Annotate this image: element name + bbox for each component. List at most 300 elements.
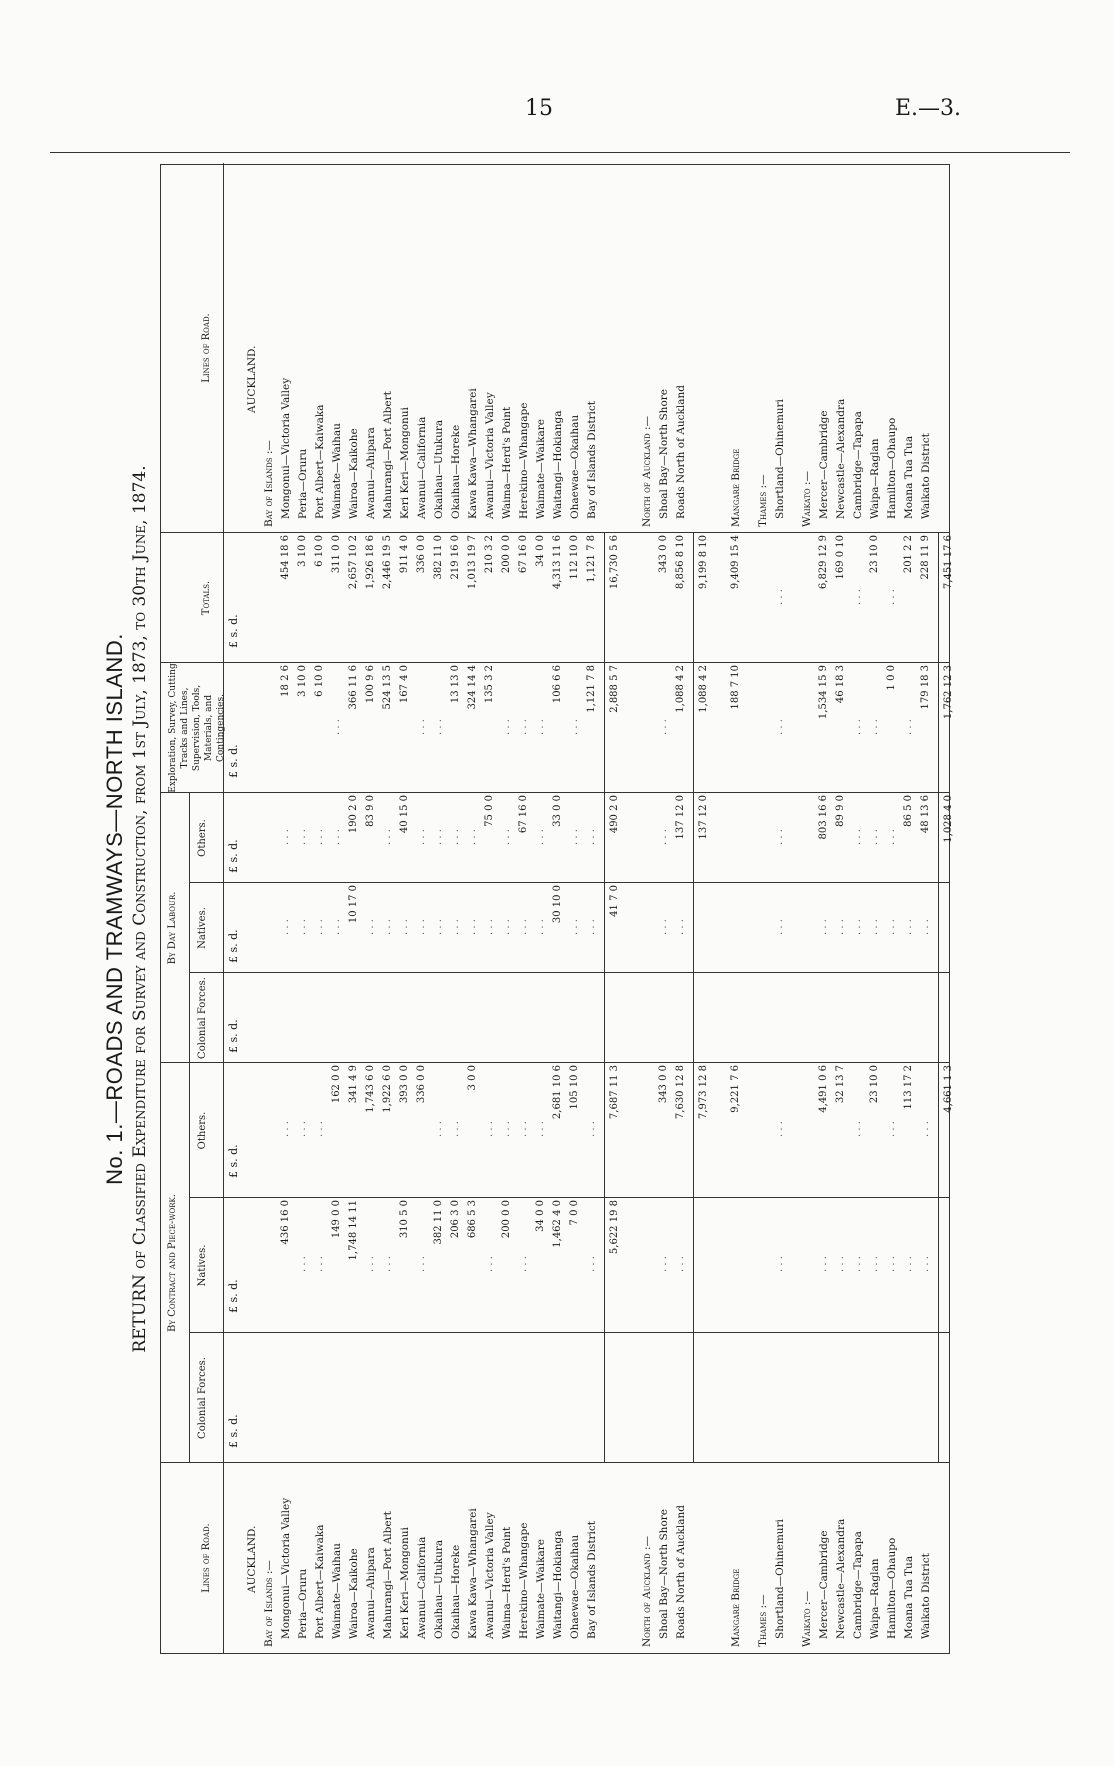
road-name-right: Waimate—Waikare [535,418,547,519]
amount-cell: 436 16 0 [280,1200,291,1245]
amount-cell: 6 10 0 [314,665,325,697]
amount-cell: 18 2 6 [280,665,291,697]
empty-dots: . . . [382,1256,393,1272]
amount-cell: 179 18 3 [920,665,931,710]
empty-dots: . . . [484,1256,495,1272]
road-name-left: Kawa Kawa—Whangarei [467,1508,479,1639]
empty-dots: . . . [331,719,342,735]
amount-cell: 10 17 0 [348,885,359,924]
empty-dots: . . . [774,1121,785,1137]
empty-dots: . . . [280,1121,291,1137]
amount-cell: 89 9 0 [835,795,846,827]
header-rule [223,163,224,1653]
road-name-left: Awanui—California [416,1536,428,1639]
empty-dots: . . . [297,919,308,935]
header-by-contract: By Contract and Piece-work. [167,1194,178,1332]
amount-cell: 200 0 0 [501,535,512,574]
road-name-right: Keri Keri—Mongonui [399,407,411,519]
road-name-left: Okaihau—Utukura [433,1539,445,1639]
road-name-right: Peria—Oruru [297,448,309,519]
empty-dots: . . . [433,719,444,735]
amount-cell: 167 4 0 [399,665,410,704]
amount-cell: 34 0 0 [535,535,546,567]
empty-dots: . . . [903,719,914,735]
amount-cell: 83 9 0 [365,795,376,827]
amount-cell: 67 16 0 [518,535,529,574]
group-heading-left: Bay of Islands :— [263,1560,275,1647]
amount-cell: 46 18 3 [835,665,846,704]
column-divider [189,1197,949,1198]
road-name-left: Herekino—Whangape [518,1522,530,1639]
amount-cell: 343 0 0 [658,535,669,574]
empty-dots: . . . [903,1256,914,1272]
table-title: No. 1.—ROADS AND TRAMWAYS—NORTH ISLAND. [102,633,127,1185]
amount-cell: 162 0 0 [331,1065,342,1104]
column-divider [189,882,949,883]
column-divider [161,1462,949,1463]
amount-cell: 30 10 0 [552,885,563,924]
column-divider [161,792,949,793]
empty-dots: . . . [852,1256,863,1272]
empty-dots: . . . [886,919,897,935]
table-subtitle: RETURN of Classified Expenditure for Survey and Construction, from 1st July, 1873, to 30th June, 1874. [130,465,150,1353]
amount-cell: 7,687 11 3 [609,1065,620,1120]
empty-dots: . . . [433,829,444,845]
empty-dots: . . . [416,829,427,845]
empty-dots: . . . [535,919,546,935]
empty-dots: . . . [774,719,785,735]
amount-cell: 210 3 2 [484,535,495,574]
empty-dots: . . . [314,829,325,845]
road-name-left: Waimate—Waikare [535,1538,547,1639]
amount-cell: 1,028 4 0 [943,795,954,843]
document-reference: E.—3. [895,96,962,121]
empty-dots: . . . [331,919,342,935]
empty-dots: . . . [658,919,669,935]
amount-cell: 1,088 4 2 [675,665,686,713]
section-heading-right: AUCKLAND. [246,345,258,413]
road-name-right: Roads North of Auckland [675,384,687,519]
road-name-right: Awanui—Victoria Valley [484,392,496,519]
amount-cell: 201 2 2 [903,535,914,574]
empty-dots: . . . [886,829,897,845]
amount-cell: 190 2 0 [348,795,359,834]
empty-dots: . . . [774,1256,785,1272]
empty-dots: . . . [280,829,291,845]
group-heading-left: Mangare Bridge [730,1568,742,1647]
empty-dots: . . . [314,1121,325,1137]
empty-dots: . . . [416,1256,427,1272]
group-heading-right: North of Auckland :— [641,415,653,527]
subtotal-rule [693,533,694,1463]
header-totals: Totals. [201,580,212,616]
empty-dots: . . . [501,719,512,735]
empty-dots: . . . [774,829,785,845]
amount-cell: 135 3 2 [484,665,495,704]
group-heading-left: North of Auckland :— [641,1535,653,1647]
road-name-right: Hamilton—Ohaupo [886,417,898,519]
road-name-right: Kawa Kawa—Whangarei [467,388,479,519]
road-name-left: Newcastle—Alexandra [835,1518,847,1639]
amount-cell: 6 10 0 [314,535,325,567]
empty-dots: . . . [886,1121,897,1137]
road-name-left: Mahurangi—Port Albert [382,1511,394,1639]
unit-label: £ s. d. [227,1414,240,1448]
amount-cell: 33 0 0 [552,795,563,827]
road-name-right: Shortland—Ohinemuri [774,399,786,519]
empty-dots: . . . [416,919,427,935]
road-name-left: Waitangi—Hokianga [552,1530,564,1639]
empty-dots: . . . [433,919,444,935]
empty-dots: . . . [535,829,546,845]
amount-cell: 113 17 2 [903,1065,914,1110]
road-name-right: Moana Tua Tua [903,435,915,519]
road-name-left: Mercer—Cambridge [818,1530,830,1639]
empty-dots: . . . [852,919,863,935]
amount-cell: 1,534 15 9 [818,665,829,720]
empty-dots: . . . [450,1121,461,1137]
empty-dots: . . . [886,1256,897,1272]
empty-dots: . . . [365,1256,376,1272]
unit-label: £ s. d. [227,614,240,648]
road-name-right: Newcastle—Alexandra [835,398,847,519]
amount-cell: 13 13 0 [450,665,461,704]
group-heading-right: Thames :— [757,474,769,527]
empty-dots: . . . [331,829,342,845]
amount-cell: 188 7 10 [730,665,741,710]
empty-dots: . . . [518,1256,529,1272]
amount-cell: 219 16 0 [450,535,461,580]
unit-label: £ s. d. [227,1144,240,1178]
amount-cell: 3 10 0 [297,665,308,697]
empty-dots: . . . [869,829,880,845]
road-name-right: Awanui—California [416,416,428,519]
header-contract-others: Others. [197,1111,208,1150]
header-rule [50,152,1070,153]
road-name-left: Roads North of Auckland [675,1504,687,1639]
column-divider [161,532,949,533]
empty-dots: . . . [920,1121,931,1137]
road-name-right: Waikato District [920,433,932,519]
empty-dots: . . . [586,919,597,935]
amount-cell: 169 0 10 [835,535,846,580]
amount-cell: 206 3 0 [450,1200,461,1239]
amount-cell: 382 11 0 [433,1200,444,1245]
unit-label: £ s. d. [227,929,240,963]
amount-cell: 343 0 0 [658,1065,669,1104]
road-name-left: Hamilton—Ohaupo [886,1537,898,1639]
amount-cell: 341 4 9 [348,1065,359,1104]
empty-dots: . . . [903,919,914,935]
column-divider [189,1332,949,1333]
amount-cell: 311 0 0 [331,535,342,574]
road-name-right: Waitangi—Hokianga [552,410,564,519]
amount-cell: 2,657 10 2 [348,535,359,590]
section-heading-left: AUCKLAND. [246,1525,258,1593]
header-day-others: Others. [197,819,208,857]
amount-cell: 1,748 14 11 [348,1200,359,1261]
road-name-right: Waima—Herd's Point [501,406,513,519]
amount-cell: 911 4 0 [399,535,410,574]
header-contract-colonial: Colonial Forces. [197,1357,208,1439]
amount-cell: 686 5 3 [467,1200,478,1239]
road-name-left: Ohaewae—Okaihau [569,1534,581,1639]
amount-cell: 336 0 0 [416,1065,427,1104]
amount-cell: 4,491 0 6 [818,1065,829,1113]
road-name-right: Shoal Bay—North Shore [658,389,670,519]
empty-dots: . . . [869,919,880,935]
empty-dots: . . . [569,829,580,845]
rotated-table-frame [102,164,1002,1654]
road-name-left: Okaihau—Horeke [450,1544,462,1639]
amount-cell: 7 0 0 [569,1200,580,1226]
road-name-left: Waipa—Raglan [869,1558,881,1639]
road-name-right: Bay of Islands District [586,400,598,519]
header-lines-of-road-right: Lines of Road. [201,313,212,383]
header-exploration: Exploration, Survey, Cutting Tracks and Lines, Supervision, Tools, Materials, and Contingencies. [168,663,226,793]
header-day-colonial: Colonial Forces. [197,977,208,1059]
group-heading-left: Waikato :— [801,1590,813,1647]
empty-dots: . . . [501,1121,512,1137]
empty-dots: . . . [774,589,785,605]
road-name-left: Waikato District [920,1553,932,1639]
header-by-day: By Day Labour. [167,891,178,965]
empty-dots: . . . [569,719,580,735]
empty-dots: . . . [365,919,376,935]
amount-cell: 228 11 9 [920,535,931,580]
empty-dots: . . . [518,719,529,735]
amount-cell: 1,121 7 8 [586,535,597,583]
amount-cell: 106 6 6 [552,665,563,704]
road-name-left: Bay of Islands District [586,1520,598,1639]
group-heading-right: Bay of Islands :— [263,440,275,527]
empty-dots: . . . [501,919,512,935]
road-name-right: Herekino—Whangape [518,402,530,519]
amount-cell: 393 0 0 [399,1065,410,1104]
empty-dots: . . . [835,1256,846,1272]
amount-cell: 4,661 1 3 [943,1065,954,1113]
empty-dots: . . . [658,1256,669,1272]
empty-dots: . . . [297,1121,308,1137]
amount-cell: 7,451 17 6 [943,535,954,590]
empty-dots: . . . [852,589,863,605]
amount-cell: 1,743 6 0 [365,1065,376,1113]
road-name-right: Okaihau—Horeke [450,424,462,519]
empty-dots: . . . [535,719,546,735]
amount-cell: 803 16 6 [818,795,829,840]
road-name-left: Shoal Bay—North Shore [658,1509,670,1639]
road-name-right: Awanui—Ahipara [365,427,377,519]
empty-dots: . . . [852,719,863,735]
empty-dots: . . . [433,1121,444,1137]
amount-cell: 7,630 12 8 [675,1065,686,1120]
header-contract-natives: Natives. [197,1244,208,1287]
road-name-left: Moana Tua Tua [903,1555,915,1639]
empty-dots: . . . [467,919,478,935]
amount-cell: 524 13 5 [382,665,393,710]
empty-dots: . . . [586,829,597,845]
empty-dots: . . . [569,919,580,935]
empty-dots: . . . [416,719,427,735]
amount-cell: 6,829 12 9 [818,535,829,590]
empty-dots: . . . [852,829,863,845]
road-name-left: Wairoa—Kaikohe [348,1548,360,1639]
amount-cell: 9,409 15 4 [730,535,741,590]
empty-dots: . . . [835,919,846,935]
unit-label: £ s. d. [227,839,240,873]
road-name-left: Peria—Oruru [297,1568,309,1639]
amount-cell: 1,922 6 0 [382,1065,393,1113]
empty-dots: . . . [920,1256,931,1272]
expenditure-table [160,164,954,1654]
page-number: 15 [525,96,553,121]
road-name-right: Mercer—Cambridge [818,410,830,519]
amount-cell: 7,973 12 8 [698,1065,709,1120]
amount-cell: 1,013 19 7 [467,535,478,590]
amount-cell: 23 10 0 [869,535,880,574]
amount-cell: 32 13 7 [835,1065,846,1104]
amount-cell: 100 9 6 [365,665,376,704]
header-lines-of-road-left: Lines of Road. [201,1523,212,1593]
amount-cell: 9,199 8 10 [698,535,709,590]
empty-dots: . . . [586,1121,597,1137]
road-name-right: Mahurangi—Port Albert [382,391,394,519]
road-name-right: Okaihau—Utukura [433,419,445,519]
amount-cell: 454 18 6 [280,535,291,580]
column-divider [161,1062,949,1063]
amount-cell: 16,730 5 6 [609,535,620,590]
amount-cell: 4,313 11 6 [552,535,563,590]
amount-cell: 1 0 0 [886,665,897,691]
amount-cell: 67 16 0 [518,795,529,834]
amount-cell: 149 0 0 [331,1200,342,1239]
road-name-right: Waimate—Waihau [331,423,343,519]
amount-cell: 40 15 0 [399,795,410,834]
amount-cell: 200 0 0 [501,1200,512,1239]
amount-cell: 324 14 4 [467,665,478,710]
road-name-left: Awanui—Victoria Valley [484,1512,496,1639]
column-divider [161,662,949,663]
amount-cell: 41 7 0 [609,885,620,917]
empty-dots: . . . [586,1256,597,1272]
amount-cell: 382 11 0 [433,535,444,580]
empty-dots: . . . [675,1256,686,1272]
road-name-right: Ohaewae—Okaihau [569,414,581,519]
empty-dots: . . . [535,1121,546,1137]
amount-cell: 137 12 0 [698,795,709,840]
empty-dots: . . . [920,919,931,935]
road-name-left: Keri Keri—Mongonui [399,1527,411,1639]
empty-dots: . . . [450,829,461,845]
amount-cell: 310 5 0 [399,1200,410,1239]
unit-label: £ s. d. [227,744,240,778]
empty-dots: . . . [501,829,512,845]
empty-dots: . . . [658,829,669,845]
road-name-right: Waipa—Raglan [869,438,881,519]
empty-dots: . . . [886,589,897,605]
amount-cell: 3 0 0 [467,1065,478,1091]
group-heading-right: Waikato :— [801,470,813,527]
empty-dots: . . . [484,919,495,935]
empty-dots: . . . [774,919,785,935]
road-name-right: Mongonui—Victoria Valley [280,377,292,519]
empty-dots: . . . [314,1256,325,1272]
subtotal-rule [938,533,939,1463]
empty-dots: . . . [818,1256,829,1272]
header-day-natives: Natives. [197,907,208,949]
amount-cell: 1,088 4 2 [698,665,709,713]
group-heading-left: Thames :— [757,1594,769,1647]
unit-label: £ s. d. [227,1019,240,1053]
amount-cell: 1,462 4 0 [552,1200,563,1248]
amount-cell: 366 11 6 [348,665,359,710]
empty-dots: . . . [399,919,410,935]
road-name-left: Waimate—Waihau [331,1543,343,1639]
amount-cell: 1,762 12 3 [943,665,954,720]
empty-dots: . . . [382,829,393,845]
road-name-left: Awanui—Ahipara [365,1547,377,1639]
road-name-left: Cambridge—Tapapa [852,1531,864,1639]
road-name-left: Port Albert—Kaiwaka [314,1524,326,1639]
amount-cell: 48 13 6 [920,795,931,834]
empty-dots: . . . [675,919,686,935]
empty-dots: . . . [852,1121,863,1137]
amount-cell: 5,622 19 8 [609,1200,620,1255]
amount-cell: 75 0 0 [484,795,495,827]
amount-cell: 2,681 10 6 [552,1065,563,1120]
empty-dots: . . . [314,919,325,935]
road-name-left: Mongonui—Victoria Valley [280,1497,292,1639]
amount-cell: 2,446 19 5 [382,535,393,590]
empty-dots: . . . [658,719,669,735]
road-name-right: Cambridge—Tapapa [852,411,864,519]
group-heading-right: Mangare Bridge [730,448,742,527]
empty-dots: . . . [818,919,829,935]
amount-cell: 1,926 18 6 [365,535,376,590]
empty-dots: . . . [450,919,461,935]
amount-cell: 112 10 0 [569,535,580,580]
amount-cell: 3 10 0 [297,535,308,567]
subtotal-rule [604,533,605,1463]
empty-dots: . . . [869,719,880,735]
amount-cell: 336 0 0 [416,535,427,574]
road-name-right: Wairoa—Kaikohe [348,428,360,519]
empty-dots: . . . [518,1121,529,1137]
amount-cell: 34 0 0 [535,1200,546,1232]
amount-cell: 23 10 0 [869,1065,880,1104]
amount-cell: 9,221 7 6 [730,1065,741,1113]
empty-dots: . . . [382,919,393,935]
unit-label: £ s. d. [227,1279,240,1313]
road-name-right: Port Albert—Kaiwaka [314,404,326,519]
empty-dots: . . . [280,919,291,935]
empty-dots: . . . [869,1256,880,1272]
amount-cell: 8,856 8 10 [675,535,686,590]
amount-cell: 137 12 0 [675,795,686,840]
empty-dots: . . . [297,1256,308,1272]
amount-cell: 1,121 7 8 [586,665,597,713]
empty-dots: . . . [518,919,529,935]
road-name-left: Shortland—Ohinemuri [774,1519,786,1639]
header-subrule [189,793,190,1463]
empty-dots: . . . [484,1121,495,1137]
amount-cell: 86 5 0 [903,795,914,827]
empty-dots: . . . [467,829,478,845]
empty-dots: . . . [297,829,308,845]
amount-cell: 2,888 5 7 [609,665,620,713]
road-name-left: Waima—Herd's Point [501,1526,513,1639]
column-divider [189,972,949,973]
